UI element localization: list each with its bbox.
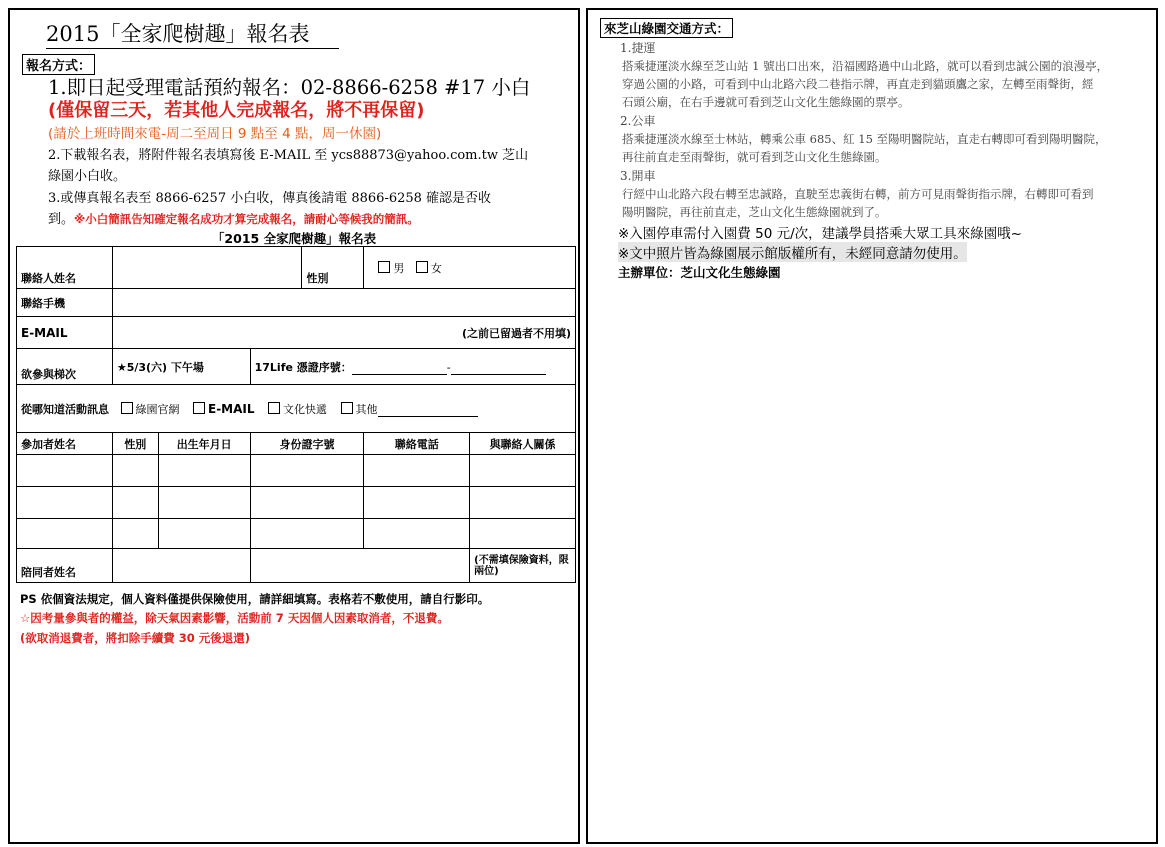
participant-gender-cell[interactable] (112, 487, 158, 519)
col-birthdate: 出生年月日 (158, 433, 250, 455)
female-checkbox[interactable] (416, 261, 428, 273)
fax-method-line2 (48, 208, 419, 227)
fax-method-received: 到。 (48, 212, 75, 227)
page-title: 2015「全家爬樹趣」報名表 (46, 18, 339, 49)
col-phone: 聯絡電話 (364, 433, 470, 455)
contact-name-field[interactable] (112, 247, 302, 289)
participant-id-cell[interactable] (250, 455, 364, 487)
transportation-page (586, 8, 1158, 844)
source-row (17, 385, 576, 433)
source-other-checkbox[interactable] (341, 402, 353, 414)
email-note: (之前已留過者不用填) (461, 326, 571, 340)
contact-mobile-field[interactable] (112, 289, 575, 317)
participant-birthdate-cell[interactable] (158, 519, 250, 549)
refund-fee-note: (欲取消退費者，將扣除手續費 30 元後退還) (20, 631, 251, 645)
participant-row (17, 487, 576, 519)
participant-gender-cell[interactable] (112, 455, 158, 487)
privacy-note: PS 依個資法規定，個人資料僅提供保險使用，請詳細填寫。表格若不敷使用，請自行影印。 (20, 592, 490, 606)
source-email-label: E-MAIL (208, 401, 255, 416)
transport-heading: 來芝山綠園交通方式： (600, 18, 733, 38)
source-label: 從哪知道活動訊息 (21, 402, 109, 416)
gender-options (364, 247, 576, 289)
registration-table (16, 246, 576, 583)
gender-female-option[interactable]: 女 (416, 262, 442, 275)
fax-method-line1: 3.或傳真報名表至 8866-6257 小白收，傳真後請電 8866-6258 確認是否收 (48, 191, 492, 206)
voucher-part1-field[interactable] (352, 363, 447, 375)
form-title: 「2015 全家爬樹趣」報名表 (211, 231, 377, 246)
participant-phone-cell[interactable] (364, 519, 470, 549)
car-title: 3.開車 (620, 169, 656, 183)
voucher-field[interactable] (250, 349, 575, 385)
voucher-separator: - (446, 360, 451, 374)
session-value: ★5/3(六) 下午場 (112, 349, 250, 385)
participant-relationship-cell[interactable] (470, 519, 576, 549)
participant-row (17, 455, 576, 487)
voucher-label: 17Life 憑證序號： (254, 360, 352, 374)
companion-note: (不需填保險資料，限兩位) (470, 549, 576, 583)
participant-row (17, 519, 576, 549)
phone-method: 1.即日起受理電話預約報名：02-8866-6258 #17 小白 (48, 76, 531, 99)
source-culture-express-checkbox[interactable] (268, 402, 280, 414)
col-id-number: 身份證字號 (250, 433, 364, 455)
col-participant-name: 參加者姓名 (17, 433, 113, 455)
participant-id-cell[interactable] (250, 487, 364, 519)
participant-birthdate-cell[interactable] (158, 455, 250, 487)
contact-name-label: 聯絡人姓名 (17, 247, 113, 289)
email-field[interactable] (112, 317, 575, 349)
col-gender: 性別 (112, 433, 158, 455)
sms-confirm-note: ※小白簡訊告知確定報名成功才算完成報名，請耐心等候我的簡訊。 (74, 212, 419, 226)
participant-phone-cell[interactable] (364, 487, 470, 519)
bus-directions: 搭乘捷運淡水線至士林站，轉乘公車 685、紅 15 至陽明醫院站，直走右轉即可看到陽明醫院， 再往前直走至雨聲街，就可看到芝山文化生態綠園。 (622, 132, 1107, 164)
email-method-line2: 綠園小白收。 (48, 169, 127, 184)
signup-method-heading: 報名方式： (22, 54, 95, 75)
mrt-directions: 搭乘捷運淡水線至芝山站 1 號出口出來，沿福國路過中山北路，就可以看到忠誠公園的浪漫亭， 穿過公園的小路，可看到中山北路六段二巷指示牌，再直走到貓頭鷹之家，左轉至雨聲街，經 石頭公廟，在右手邊就可看到芝山文化生態綠園的票亭。 (622, 59, 1109, 109)
phone-hours: (請於上班時間來電-周二至周日 9 點至 4 點，周一休園) (48, 126, 382, 142)
participant-name-cell[interactable] (17, 455, 113, 487)
source-other-field[interactable] (378, 405, 478, 417)
email-method-line1: 2.下載報名表，將附件報名表填寫後 E-MAIL 至 ycs88873@yahoo.com.tw 芝山 (48, 148, 529, 163)
bus-title: 2.公車 (620, 114, 656, 128)
participant-birthdate-cell[interactable] (158, 487, 250, 519)
voucher-part2-field[interactable] (451, 363, 546, 375)
car-directions: 行經中山北路六段右轉至忠誠路，直駛至忠義街右轉，前方可見雨聲街指示牌，右轉即可看到 陽明醫院，再往前直走，芝山文化生態綠園就到了。 (622, 187, 1094, 219)
gender-label: 性別 (302, 247, 364, 289)
contact-mobile-label: 聯絡手機 (17, 289, 113, 317)
companion-field-2[interactable] (250, 549, 470, 583)
organizer: 主辦單位：芝山文化生態綠園 (618, 265, 781, 280)
participant-id-cell[interactable] (250, 519, 364, 549)
gender-male-option[interactable]: 男 (378, 262, 404, 275)
participant-phone-cell[interactable] (364, 455, 470, 487)
companion-field-1[interactable] (112, 549, 250, 583)
source-other-label: 其他 (355, 402, 378, 416)
email-label: E-MAIL (17, 317, 113, 349)
male-checkbox[interactable] (378, 261, 390, 273)
session-label: 欲參與梯次 (17, 349, 113, 385)
signup-form-page (8, 8, 580, 844)
reservation-note: (僅保留三天，若其他人完成報名，將不再保留) (48, 100, 425, 121)
source-email-checkbox[interactable] (193, 402, 205, 414)
source-website-label: 綠園官網 (135, 402, 180, 416)
participant-name-cell[interactable] (17, 519, 113, 549)
participant-gender-cell[interactable] (112, 519, 158, 549)
parking-note: ※入園停車需付入園費 50 元/次，建議學員搭乘大眾工具來綠園哦~ (618, 226, 1022, 242)
source-website-checkbox[interactable] (121, 402, 133, 414)
companion-label: 陪同者姓名 (17, 549, 113, 583)
refund-policy: ☆因考量參與者的權益，除天氣因素影響，活動前 7 天因個人因素取消者，不退費。 (20, 611, 449, 625)
participant-relationship-cell[interactable] (470, 487, 576, 519)
participant-name-cell[interactable] (17, 487, 113, 519)
copyright-note: ※文中照片皆為綠園展示館版權所有，未經同意請勿使用。 (618, 242, 967, 262)
col-relationship: 與聯絡人關係 (470, 433, 576, 455)
participant-relationship-cell[interactable] (470, 455, 576, 487)
mrt-title: 1.捷運 (620, 41, 656, 55)
source-culture-express-label: 文化快遞 (283, 402, 328, 416)
